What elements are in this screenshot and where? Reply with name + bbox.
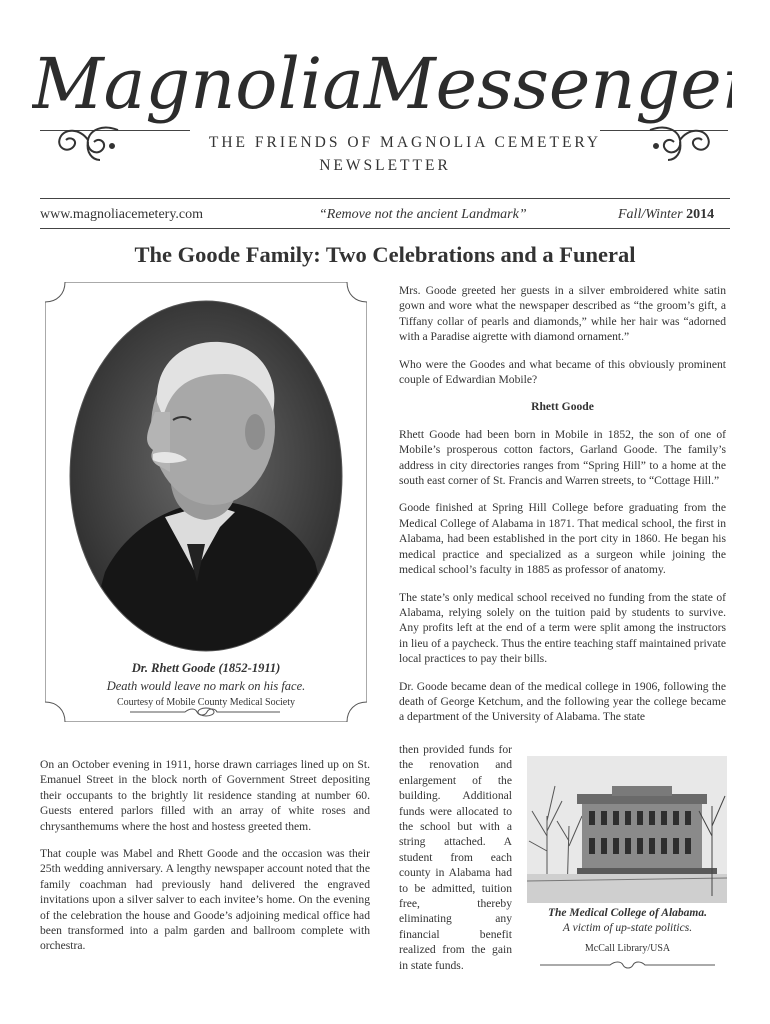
left-paragraph: That couple was Mabel and Rhett Goode and the occasion was their 25th wedding anniversary. A lengthy newspaper account noted that the family coachman had previously hand delivered the engraved invitations upon a silver salver to each invitee’s home. On the evening of the celebration the house and Goode’s adjoining medical office had been transformed into a palm garden and ballroom complete with orchestra. <box>40 847 370 953</box>
bottom-ornament-icon <box>535 958 720 972</box>
section-heading: Rhett Goode <box>531 400 594 414</box>
left-column <box>40 757 370 966</box>
portrait-credit: Courtesy of Mobile County Medical Society <box>116 697 296 708</box>
infobar-bottom-rule <box>40 228 730 229</box>
right-paragraph: Dr. Goode became dean of the medical college in 1906, following the death of George Ketchum, and the following year the college became a department of the University of Alabama. The state <box>399 679 726 724</box>
building-photo <box>527 756 727 903</box>
portrait-caption-name: Dr. Rhett Goode (1852-1911) <box>131 661 281 675</box>
website-link[interactable]: www.magnoliacemetery.com <box>40 207 204 222</box>
right-paragraph: Mrs. Goode greeted her guests in a silver embroidered white satin gown and wore what the newspaper described as “the groom’s gift, a Tiffany collar of pearls and diamonds,” while her hair was “adorned with a Paradise aigrette with diamond ornament.” <box>399 284 726 344</box>
right-paragraph: The state’s only medical school received no funding from the state of Alabama, relying solely on the tuition paid by students to survive. Any profits left at the end of a term were split among the instructors in lieu of a paycheck. Thus the entire teaching staff maintained private local practices to pay their bills. <box>399 590 726 666</box>
masthead-title <box>32 42 732 134</box>
narrow-column <box>399 742 512 973</box>
issue-label <box>618 207 714 223</box>
left-paragraph: On an October evening in 1911, horse drawn carriages lined up on St. Emanuel Street in the block north of Government Street depositing their occupants to the brightly lit residence standing at number 60. Guests entered parlors filled with an array of white roses and chrysanthemums where the host and hostess greeted them. <box>40 758 370 833</box>
right-paragraph: Goode finished at Spring Hill College before graduating from the Medical College of Alabama in 1871. That medical school, the first in Alabama, had been established in the port city in 1860. He began his medical practice and specialized as a surgeon while joining the medical school’s faculty in 1885 as professor of anatomy. <box>399 501 726 577</box>
building-caption-title: The Medical College of Alabama. <box>548 907 707 919</box>
portrait-caption-quote: Death would leave no mark on his face. <box>106 679 306 693</box>
building-credit: McCall Library/USA <box>584 943 671 954</box>
article-headline: The Goode Family: Two Celebrations and a Funeral <box>134 242 636 267</box>
masthead-subtitle: THE FRIENDS OF MAGNOLIA CEMETERY <box>208 134 602 151</box>
right-paragraph: Who were the Goodes and what became of this obviously prominent couple of Edwardian Mobile? <box>399 357 726 387</box>
issue-year: 2014 <box>686 207 715 222</box>
masthead-subtitle-line2: NEWSLETTER <box>319 157 451 174</box>
masthead-title-text: MagnoliaMessenger <box>32 43 732 125</box>
motto: “Remove not the ancient Landmark” <box>319 207 527 222</box>
right-paragraph: Rhett Goode had been born in Mobile in 1852, the son of one of Mobile’s prosperous cotton factors, Garland Goode. The family’s address in city directories ranges from “Spring Hill” to a home at the south east corner of St. Francis and Warren streets, to “Cottage Hill.” <box>399 427 726 488</box>
building-caption-sub: A victim of up-state politics. <box>562 922 693 934</box>
narrow-paragraph: then provided funds for the renovation and enlargement of the building. Additional funds were allocated to the school but with a string attached. A student from each county in Alabama had to be admitted, tuition free, thereby eliminating any financial benefit realized from the gain in state funds. <box>399 743 512 972</box>
infobar-top-rule <box>40 198 730 199</box>
issue-season: Fall/Winter <box>618 207 683 222</box>
portrait-frame <box>45 282 367 747</box>
right-column <box>399 283 726 725</box>
